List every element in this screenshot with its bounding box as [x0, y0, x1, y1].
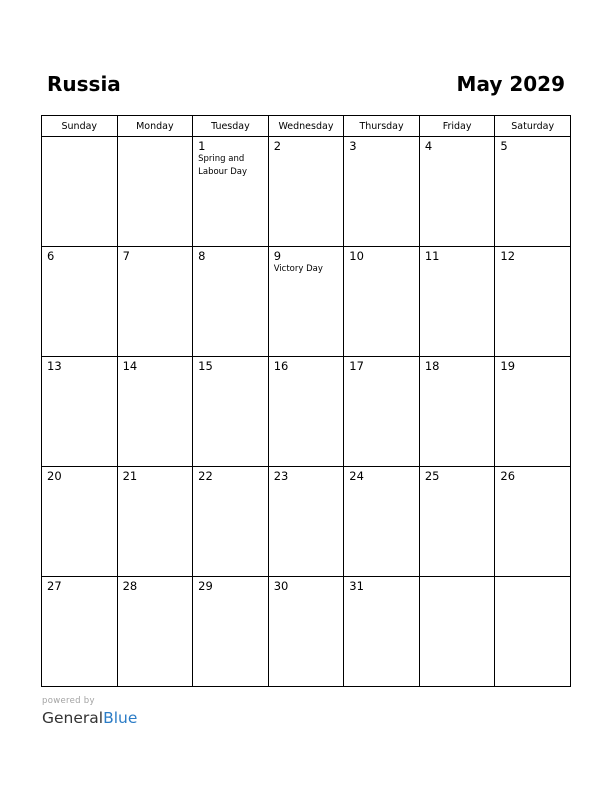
weekday-sunday: Sunday — [42, 116, 118, 137]
day-number: 4 — [424, 139, 433, 153]
day-number: 7 — [122, 249, 130, 263]
day-number: 9 — [273, 249, 282, 263]
day-cell — [495, 357, 571, 467]
day-cell — [419, 137, 495, 247]
day-cell — [419, 357, 495, 467]
month-year-title: May 2029 — [456, 72, 565, 96]
day-cell — [495, 247, 571, 357]
day-number: 29 — [198, 579, 213, 593]
weekday-wednesday: Wednesday — [268, 116, 344, 137]
day-cell — [344, 137, 420, 247]
weekday-thursday: Thursday — [344, 116, 420, 137]
day-number: 15 — [198, 359, 213, 373]
day-cell — [419, 467, 495, 577]
day-cell — [495, 577, 571, 687]
day-cell — [344, 357, 420, 467]
day-cell — [193, 137, 269, 247]
day-number: 28 — [122, 579, 138, 593]
day-cell — [117, 577, 193, 687]
day-number: 24 — [349, 469, 364, 483]
day-number: 19 — [500, 359, 516, 373]
day-cell — [495, 137, 571, 247]
day-cell — [42, 577, 118, 687]
calendar-grid — [41, 115, 571, 687]
weekday-monday: Monday — [117, 116, 193, 137]
day-cell — [42, 137, 118, 247]
day-number: 13 — [47, 359, 62, 373]
day-number: 26 — [500, 469, 516, 483]
day-number: 27 — [47, 579, 62, 593]
week-row — [42, 577, 571, 687]
day-number: 14 — [122, 359, 138, 373]
weekday-tuesday: Tuesday — [193, 116, 269, 137]
powered-by-text: powered by — [42, 696, 95, 706]
week-row — [42, 467, 571, 577]
brand-general: General — [42, 709, 104, 727]
day-number: 30 — [273, 579, 289, 593]
day-cell — [344, 467, 420, 577]
week-row — [42, 247, 571, 357]
day-number: 18 — [424, 359, 440, 373]
day-number: 1 — [198, 139, 206, 153]
day-cell — [193, 357, 269, 467]
weekday-saturday: Saturday — [495, 116, 571, 137]
brand-blue: Blue — [103, 709, 138, 727]
day-cell — [42, 467, 118, 577]
day-number: 2 — [273, 139, 282, 153]
generalblue-logo[interactable] — [42, 708, 137, 728]
day-cell — [117, 357, 193, 467]
day-cell — [268, 357, 344, 467]
day-cell — [117, 137, 193, 247]
day-number: 12 — [500, 249, 516, 263]
day-number: 10 — [349, 249, 364, 263]
day-cell — [495, 467, 571, 577]
day-number: 5 — [500, 139, 508, 153]
day-number: 6 — [47, 249, 55, 263]
weekday-friday: Friday — [419, 116, 495, 137]
day-number: 20 — [47, 469, 62, 483]
day-number: 16 — [273, 359, 289, 373]
day-cell — [117, 247, 193, 357]
day-number: 8 — [198, 249, 206, 263]
day-cell — [117, 467, 193, 577]
country-title: Russia — [47, 72, 121, 96]
day-number: 11 — [424, 249, 440, 263]
day-number: 31 — [349, 579, 364, 593]
day-cell — [419, 577, 495, 687]
day-cell — [193, 247, 269, 357]
day-cell — [193, 577, 269, 687]
day-number: 17 — [349, 359, 364, 373]
day-number: 3 — [349, 139, 357, 153]
weekday-header-row — [42, 116, 571, 137]
day-cell — [42, 247, 118, 357]
day-cell — [268, 467, 344, 577]
footer — [42, 696, 137, 728]
day-number: 25 — [424, 469, 440, 483]
day-cell — [344, 577, 420, 687]
day-number: 22 — [198, 469, 213, 483]
week-row — [42, 137, 571, 247]
week-row — [42, 357, 571, 467]
day-cell — [419, 247, 495, 357]
day-number: 23 — [273, 469, 289, 483]
day-number: 21 — [122, 469, 138, 483]
day-cell — [268, 137, 344, 247]
day-cell — [42, 357, 118, 467]
day-cell — [268, 247, 344, 357]
day-cell — [193, 467, 269, 577]
day-cell — [268, 577, 344, 687]
holiday-label: Spring and Labour Day — [198, 154, 248, 177]
day-cell — [344, 247, 420, 357]
holiday-label: Victory Day — [273, 264, 323, 274]
